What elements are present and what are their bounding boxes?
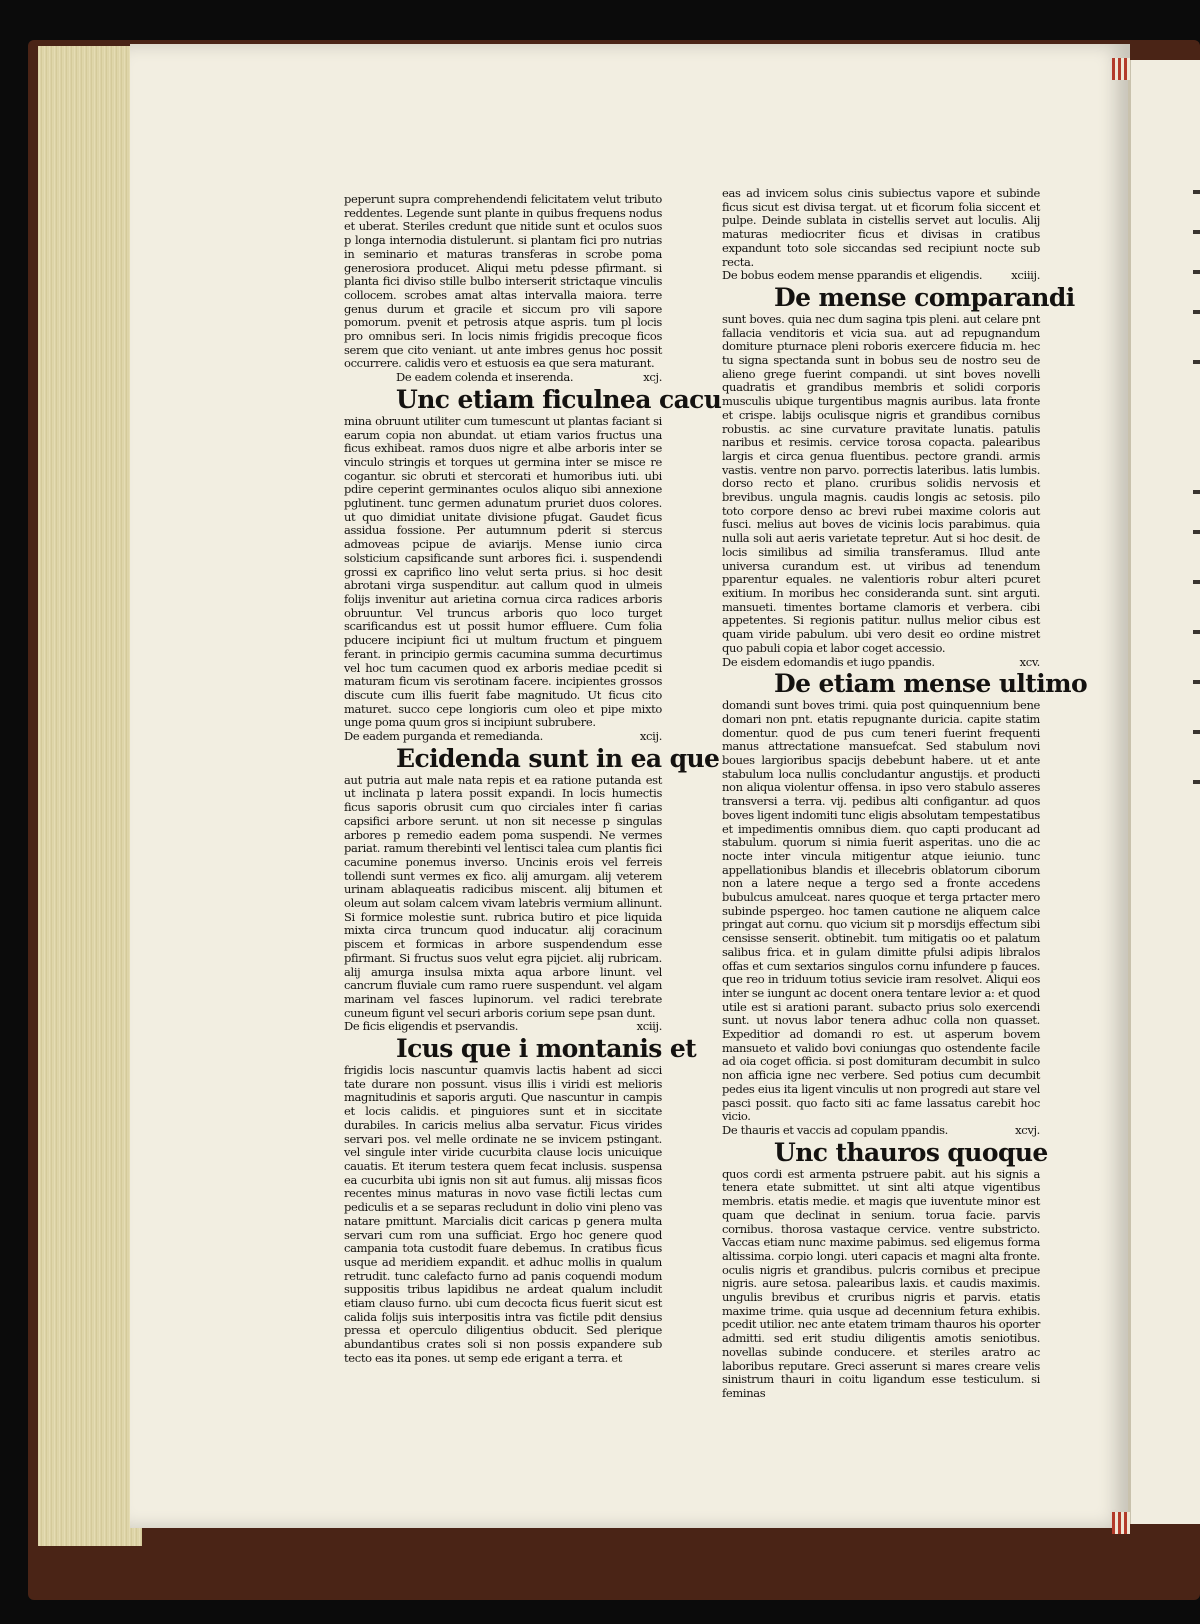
section-subtitle-label: De eadem purganda et remedianda. [344, 729, 543, 744]
book-page-right-edge [1128, 60, 1200, 1524]
paragraph: peperunt supra comprehendendi felicitatem velut tributo reddentes. Legende sunt plante in quibus frequens nodus et uberat. Steriles credunt que nitide sunt et oculos suos p longa internodia distulerunt. si plantam fici pro nutrias in seminario et maturas transferas in scrobe poma generosiora producet. Aliqui metu pdesse pfirmant. si planta fici diviso stille bulbo interserit strictaque vinculis collocem. scrobes amat altas intervalla maiora. terre genus durum et gracile et siccum pro vili sapore pomorum. pvenit et petrosis atque aspris. tum pl locis pro omnibus seri. In locis nimis frigidis precoque ficos serem que cito veniant. ut ante imbres genus hoc possit occurrere. calidis vero et estuosis ea que sera maturant. [344, 192, 662, 371]
paragraph: sunt boves. quia nec dum sagina tpis pleni. aut celare pnt fallacia venditoris et vicia sua. aut ad repugnandum domiture pturnace pleni roboris exercere fiducia m. hec tu signa spectanda sunt in bobus seu de nostro seu de alieno grege fuerint compandi. ut sint boves novelli quadratis et grandibus membris et solidi corporis musculis ubique turgentibus magnis auribus. lata fronte et crispe. labijs oculisque nigris et grandibus cornibus robustis. ac sine curvature pravitate lunatis. patulis naribus et resimis. cervice torosa copacta. palearibus largis et circa genua fluentibus. pectore grandi. armis vastis. ventre non parvo. porrectis lateribus. latis lumbis. dorso recto et plano. cruribus solidis nervosis et brevibus. ungula magnis. caudis longis ac setosis. pilo toto corpore denso ac brevi rubei maxime coloris aut fusci. melius aut boves de vicinis locis parabimus. quia nulla soli aut aeris varietate tepretur. Aut si hoc desit. de locis similibus ad similia transferamus. Illud ante universa curandum est. ut viribus ad tenendum pparentur equales. ne valentioris robur alteri pcuret exitium. In moribus hec consideranda sunt. sint arguti. mansueti. timentes bortame clamoris et verbera. cibi appetentes. Si regionis patitur. nullus melior cibus est quam viride pabulum. ubi vero desit eo ordine mistret quo pabuli copia et labor coget accessio. [722, 311, 1040, 655]
paragraph: frigidis locis nascuntur quamvis lactis habent ad sicci tate durare non possunt. visus illis i viridi est melioris magnitudinis et saporis arguti. Que nascuntur in campis et locis calidis. et pinguiores sunt et in siccitate durabiles. In caricis melius alba servatur. Ficus virides servari pos. vel melle ordinate ne se invicem pstingant. vel singule inter viride cucurbita clause locis unicuique cauatis. Et iterum testera quem fecat inclusis. suspensa ea cucurbita ubi ignis non sit aut fumus. alij missas ficos recentes minus maturas in novo vase fictili lectas cum pediculis et a se separas recludunt in dolio vini pleno vas natare pmittunt. Marcialis dicit caricas p genera multa servari cum rom una sufficiat. Ergo hoc genere quod campania tota custodit fuare debemus. In cratibus ficus usque ad meridiem expandit. et adhuc mollis in qualum retrudit. tunc calefacto furno ad panis coquendi modum suppositis tribus lapidibus ne ardeat qualum includit etiam clauso furno. ubi cum decocta ficus fuerit sicut est calida folijs suis interpositis intra vas fictile pdit densius pressa et operculo diligentius obducit. Sed plerique abundantibus crates soli si non possis expandere sub tecto eas ita pones. ut semp ede erigant a terra. et [344, 1063, 662, 1365]
section-subtitle-label: De bobus eodem mense pparandis et eligendis. [722, 268, 983, 283]
section-number: xcij. [639, 729, 662, 744]
headband-top [1112, 58, 1130, 80]
paragraph: domandi sunt boves trimi. quia post quinquennium bene domari non pnt. etatis repugnante duricia. capite statim domentur. quod de pus cum teneri fuerint frequenti manus attrectatione mansuefcat. Sed stabulum novi boues largioribus spacijs debebunt habere. ut et ante stabulum loca nullis concludantur angustijs. et producti non aliqua violentur offensa. in ipso vero stabulo asseres transversi a terra. vij. pedibus alti configantur. ad quos boves ligent indomiti tunc eligis absolutam tempestatibus et impedimentis omnibus diem. quo capti producant ad stabulum. quorum si nimia fuerit asperitas. uno die ac nocte inter vincula mitigentur atque ieiunio. tunc appellationibus blandis et illecebris oblatorum ciborum non a latere neque a tergo sed a fronte accedens bubulcus amulceat. nares quoque et terga prtacter mero subinde pspergeo. hoc tamen cautione ne aliquem calce pringat aut cornu. quo vicium sit p morsdijs effectum sibi censisse senserit. obtinebit. tum mitigatis oo et palatum salibus frica. et in gulam dimitte pfulsi adipis libralos offas et cum sextarios singulos cornu infundere p fauces. que reo in triduum totius sevicie iram resolvet. Aliqui eos inter se iungunt ac docent onera tentare levior a: et quod utile est si arationi parant. subacto prius solo exercendi sunt. ut novus labor tenera adhuc colla non quasset. Expeditior ad domandi ro est. ut asperum bovem mansueto et valido bovi coniungas quo ostendente facile ad oia coget officia. si post domituram decumbit in sulco non afficia igne nec verbere. Sed potius cum decumbit pedes eius ita ligent vinculis ut non progredi aut stare vel pasci possit. quo facto siti ac fame lassatus carebit hoc vicio. [722, 698, 1040, 1124]
section-heading: Unc thauros quoque [774, 1137, 1048, 1167]
section-number: xcv. [1019, 654, 1040, 669]
section-heading: Ecidenda sunt in ea que [396, 743, 720, 773]
section-subtitle-label: De eadem colenda et inserenda. [396, 370, 574, 385]
section-subtitle-label: De ficis eligendis et pservandis. [344, 1019, 519, 1034]
paragraph: aut putria aut male nata repis et ea ratione putanda est ut inclinata p latera possit expandi. In locis humectis ficus saporis obrusit cum quo circiales inter fi carias capsifici arbore serunt. ut non sit necesse p singulas arbores p remedio eadem poma suspendi. Ne vermes pariat. ramum therebinti vel lentisci talea cum plantis fici cacumine ponemus inverso. Uncinis erois vel ferreis tollendi sunt vermes ex fico. alij amurgam. alij veterem urinam ablaqueatis radicibus miscent. alij bitumen et oleum aut solam calcem vivam latebris vermium allinunt. Si formice molestie sunt. rubrica butiro et pice liquida mixta circa truncum quod inducatur. alij coracinum piscem et formicas in arbore suspendendum esse pfirmant. Si fructus suos velut egra pijciet. alij rubricam. alij amurga insulsa mixta aqua arbore linunt. vel cancrum fluviale cum ramo ruere suspendunt. vel algam marinam vel fasces lupinorum. vel radici terebrate cuneum figunt vel securi arboris corium sepe psan dunt. [344, 772, 662, 1020]
section-heading: Icus que i montanis et [396, 1034, 697, 1064]
section-heading: Unc etiam ficulnea cacu [396, 384, 722, 414]
section-subtitle [722, 1124, 1040, 1138]
section-number: xcvj. [1015, 1123, 1040, 1137]
section-number: xcj. [643, 370, 662, 385]
section-subtitle-label: De thauris et vaccis ad copulam ppandis. [722, 1123, 948, 1137]
text-column-left [344, 192, 722, 1366]
text-column-right [722, 186, 1088, 1401]
section-subtitle [722, 656, 1040, 670]
headband-bottom [1112, 1512, 1130, 1534]
section-heading: De mense comparandi [774, 282, 1075, 312]
paragraph: eas ad invicem solus cinis subiectus vapore et subinde ficus sicut est divisa tergat. ut et ficorum folia siccent et pulpe. Deinde sublata in cistellis servet aut loculis. Alij maturas mediocriter ficus et divisas in cratibus expandunt toto sole siccandas sed recipiunt nocte sub recta. [722, 186, 1040, 269]
section-number: xciij. [636, 1019, 662, 1034]
page-edges [38, 46, 142, 1546]
section-subtitle [344, 371, 662, 385]
section-heading: De etiam mense ultimo [774, 669, 1088, 699]
section-subtitle [722, 269, 1040, 283]
paragraph: quos cordi est armenta pstruere pabit. aut his signis a tenera etate submittet. ut sint alti atque vigentibus membris. etatis medie. et magis que iuventute minor est quam que declinat in senium. torua facie. parvis cornibus. thorosa vastaque cervice. ventre substricto. Vaccas etiam nunc maxime pabimus. sed eligemus forma altissima. corpio longi. uteri capacis et magni alta fronte. oculis nigris et grandibus. pulcris cornibus et precipue nigris. aure setosa. palearibus laxis. et caudis maximis. ungulis brevibus et cruribus nigris et parvis. etatis maxime trime. quia usque ad decennium fetura exhibis. pcedit utilior. nec ante etatem trimam thauros his oporter admitti. sed erit studiu diligentis amotis seniotibus. novellas subinde conducere. et steriles aratro ac laboribus reputare. Greci asserunt si mares creare velis sinistrum thauri in coitu ligandum esse testiculum. si feminas [722, 1166, 1040, 1400]
section-subtitle-label: De eisdem edomandis et iugo ppandis. [722, 654, 935, 669]
section-subtitle [344, 1020, 662, 1034]
paragraph: mina obruunt utiliter cum tumescunt ut plantas faciant si earum copia non abundat. ut etiam varios fructus una ficus exhibeat. ramos duos nigre et albe arboris inter se vinculo stringis et torques ut germina inter se misce re cogantur. sic obruti et stercorati et humoribus iuti. ubi pdire ceperint germinantes oculos aliquo sibi annexione pglutinent. tunc germen adunatum pruriet duos colores. ut quo dimidiat unitate divisione pfugat. Gaudet ficus assidua fossione. Per autumnum pderit si stercus admoveas pcipue de aviarijs. Mense iunio circa solsticium capsificande sunt arbores fici. i. suspendendi grossi ex caprifico lino velut serta prius. si hoc desit abrotani virga suspenditur. aut callum quod in ulmeis folijs invenitur aut arietina cornua circa radices arboris obruuntur. Vel truncus arboris quo loco turget scarificandus est ut possit humor effluere. Cum folia pducere incipiunt fici ut multum fructum et pinguem ferant. in principio germis cacumina summa decurtimus vel hoc tum cacumen quod ex arboris mediae pcedit si maturam ficum vis serotinam facere. incipientes grossos discute cum illis fuerit fabe magnitudo. Ut ficus cito maturet. succo cepe longioris cum oleo et pipe mixto unge poma quum gros si incipiunt subrubere. [344, 413, 662, 730]
section-subtitle [344, 730, 662, 744]
section-number: xciiij. [1011, 268, 1040, 283]
